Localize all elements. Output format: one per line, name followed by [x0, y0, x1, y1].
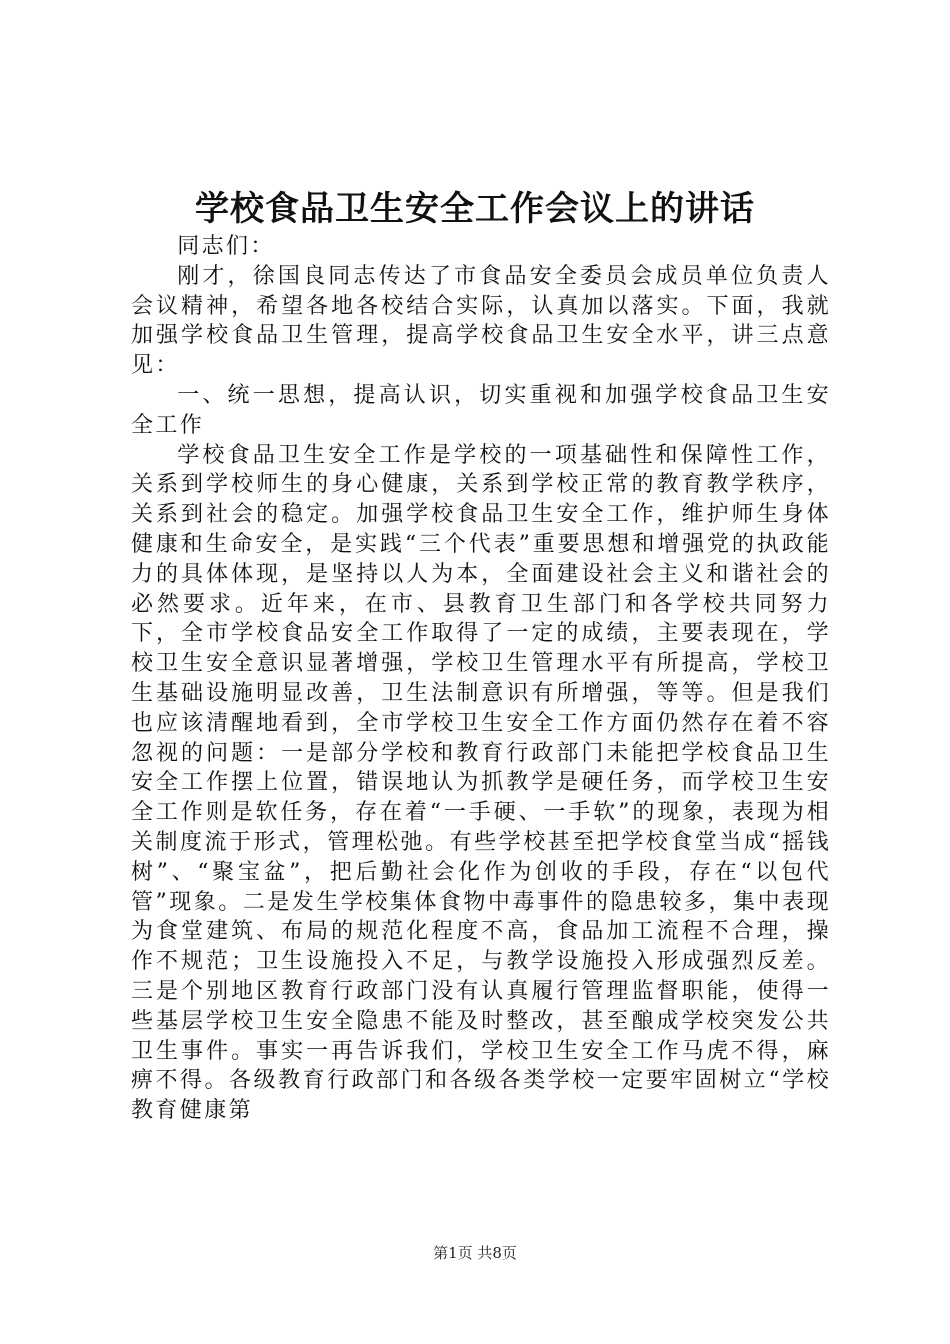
document-body — [131, 232, 831, 1126]
document-title: 学校食品卫生安全工作会议上的讲话 — [195, 189, 755, 229]
salutation-paragraph: 同志们： — [177, 234, 275, 259]
intro-paragraph: 刚才，徐国良同志传达了市食品安全委员会成员单位负责人会议精神，希望各地各校结合实际，认真加以落实。下面，我就加强学校食品卫生管理，提高学校食品卫生安全水平，讲三点意见： — [131, 263, 831, 379]
page-number-footer: 第1页 共8页 — [433, 1244, 517, 1262]
body-paragraph: 学校食品卫生安全工作是学校的一项基础性和保障性工作，关系到学校师生的身心健康，关系到学校正常的教育教学秩序，关系到社会的稳定。加强学校食品卫生安全工作，维护师生身体健康和生命安全，是实践“三个代表”重要思想和增强党的执政能力的具体体现，是坚持以人为本，全面建设社会主义和谐社会的必然要求。近年来，在市、县教育卫生部门和各学校共同努力下，全市学校食品安全工作取得了一定的成绩，主要表现在，学校卫生安全意识显著增强，学校卫生管理水平有所提高，学校卫生基础设施明显改善，卫生法制意识有所增强，等等。但是我们也应该清醒地看到，全市学校卫生安全工作方面仍然存在着不容忽视的问题：一是部分学校和教育行政部门未能把学校食品卫生安全工作摆上位置，错误地认为抓教学是硬任务，而学校卫生安全工作则是软任务，存在着“一手硬、一手软”的现象，表现为相关制度流于形式，管理松弛。有些学校甚至把学校食堂当成“摇钱树”、“聚宝盆”，把后勤社会化作为创收的手段，存在“以包代管”现象。二是发生学校集体食物中毒事件的隐患较多，集中表现为食堂建筑、布局的规范化程度不高，食品加工流程不合理，操作不规范；卫生设施投入不足，与教学设施投入形成强烈反差。三是个别地区教育行政部门没有认真履行管理监督职能，使得一些基层学校卫生安全隐患不能及时整改，甚至酿成学校突发公共卫生事件。事实一再告诉我们，学校卫生安全工作马虎不得，麻痹不得。各级教育行政部门和各级各类学校一定要牢固树立“学校教育健康第 — [131, 442, 831, 1124]
section-heading-1: 一、统一思想，提高认识，切实重视和加强学校食品卫生安全工作 — [131, 382, 831, 438]
